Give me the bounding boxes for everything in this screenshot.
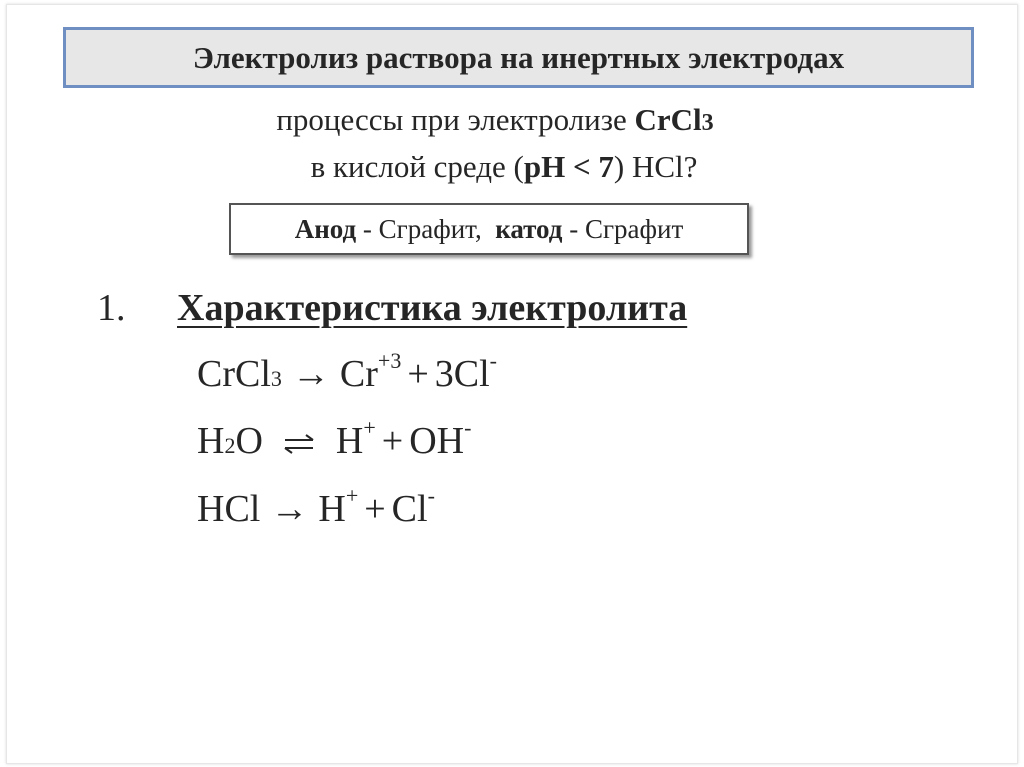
ph-condition: pH < 7	[523, 149, 614, 184]
subtitle-line-1	[0, 98, 990, 145]
eq1-product-2-charge: -	[489, 348, 497, 374]
eq2-reactant-subscript: 2	[224, 433, 236, 458]
acid-text: ) HCl?	[613, 149, 698, 184]
equation-2	[197, 417, 471, 470]
electrode-box	[229, 203, 749, 255]
eq2-product-2: OH	[409, 420, 465, 462]
eq3-product-1-charge: +	[345, 483, 359, 509]
eq1-product-2: 3Cl	[434, 353, 490, 395]
section-heading	[97, 284, 687, 332]
eq1-product-1-charge: +3	[377, 348, 402, 374]
eq3-product-2: Cl	[391, 488, 428, 530]
eq1-plus: +	[407, 353, 429, 395]
subtitle-line-2	[0, 145, 990, 189]
subtitle	[0, 98, 990, 189]
equation-1	[197, 350, 497, 403]
slide-title: Электролиз раствора на инертных электродах	[192, 39, 845, 75]
cathode-value: - Сграфит	[562, 213, 684, 244]
eq2-product-1: H	[335, 420, 364, 462]
eq3-arrow: →	[270, 488, 309, 530]
eq1-arrow: →	[291, 353, 330, 395]
eq2-plus: +	[381, 420, 404, 462]
formula-crcl: CrCl	[634, 102, 702, 137]
anode-value: - Сграфит,	[356, 213, 496, 244]
eq3-product-1: H	[318, 488, 346, 530]
eq1-reactant-subscript: 3	[270, 366, 282, 391]
section-heading-text: Характеристика электролита	[177, 287, 688, 329]
medium-text: в кислой среде (	[310, 149, 524, 184]
eq3-reactant: HCl	[197, 488, 261, 530]
subtitle-text: процессы при электролизе	[276, 102, 635, 137]
eq1-product-1: Cr	[339, 353, 378, 395]
slide-title-box	[63, 27, 974, 88]
eq1-reactant: CrCl	[197, 353, 271, 395]
anode-label: Анод	[294, 213, 357, 244]
eq2-reactant-rest: O	[235, 420, 263, 462]
reversible-arrow-icon	[282, 434, 316, 454]
formula-subscript: 3	[701, 110, 714, 136]
eq2-reactant: H	[197, 420, 225, 462]
eq3-plus: +	[364, 488, 386, 530]
eq3-product-2-charge: -	[427, 483, 435, 509]
eq2-product-2-charge: -	[464, 415, 472, 441]
cathode-label: катод	[495, 213, 563, 244]
eq2-product-1-charge: +	[363, 415, 376, 441]
equation-3	[197, 485, 435, 533]
section-number: 1.	[97, 287, 126, 329]
